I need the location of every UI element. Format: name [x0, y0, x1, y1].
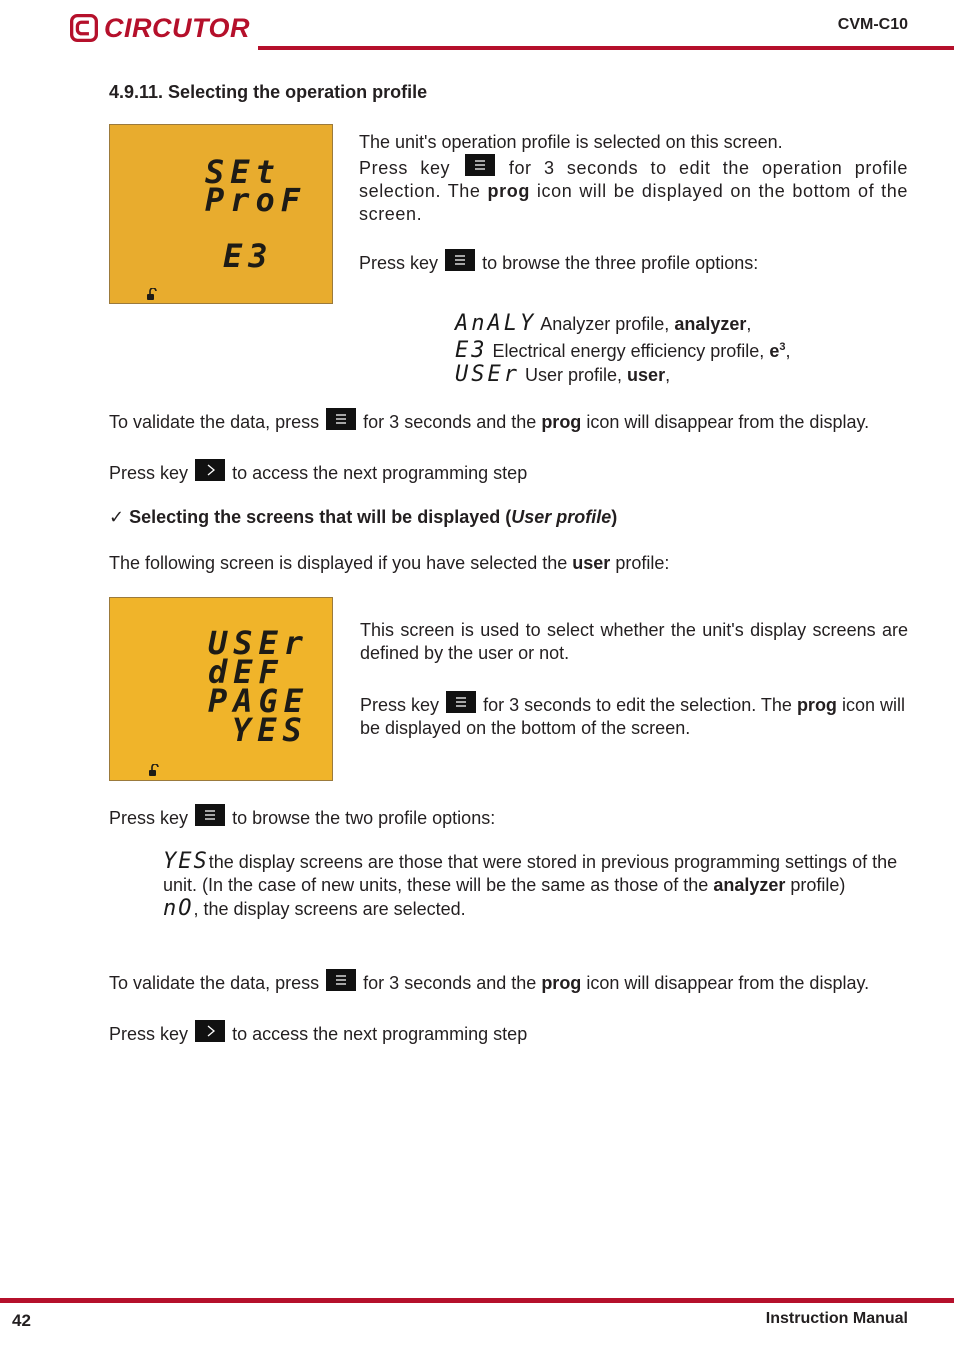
text-press-key: Press key: [360, 695, 440, 715]
option-user: [455, 363, 915, 387]
screen2-paragraph-2: [360, 691, 908, 740]
subsection-text: Selecting the screens that will be displayed (: [129, 507, 512, 527]
lcd-display-profile: [109, 124, 333, 304]
code-analy: AnALY: [455, 311, 537, 336]
lcd-line-4: YES: [232, 711, 308, 749]
text-next-step: to access the next programming step: [232, 463, 528, 483]
unlock-icon: [146, 288, 158, 301]
following-paragraph: [109, 552, 669, 575]
text-browse-options: to browse the three profile options:: [482, 253, 759, 273]
screen2-paragraph-1: This screen is used to select whether the unit's display screens are defined by the user or not.: [360, 620, 908, 663]
code-user: USEr: [455, 362, 520, 387]
option-e3: [455, 336, 915, 363]
text-seconds: for 3 seconds and the: [363, 412, 537, 432]
validate-paragraph-1: [109, 408, 869, 434]
lcd-line-2: dEF: [208, 653, 284, 691]
menu-key-icon: [195, 804, 225, 826]
profile-options: [455, 312, 915, 387]
unlock-icon: [148, 764, 160, 777]
option-sup: 3: [779, 341, 786, 353]
text-disappear: icon will disappear from the display.: [586, 412, 870, 432]
option-yes: [163, 850, 903, 897]
intro-paragraph-1: The unit's operation profile is selected on this screen.: [359, 132, 783, 152]
text-prog: prog: [541, 973, 582, 993]
text-validate: To validate the data, press: [109, 412, 320, 432]
text-press-key: Press key: [359, 253, 439, 273]
text-browse-two: to browse the two profile options:: [232, 808, 496, 828]
screen2-text: [360, 619, 908, 740]
subsection-close: ): [611, 507, 618, 527]
option-no-text: , the display screens are selected.: [193, 899, 466, 919]
model-name: CVM-C10: [837, 16, 908, 33]
text-analyzer: analyzer: [713, 875, 786, 895]
text-following: The following screen is displayed if you have selected the: [109, 553, 568, 573]
option-no: [163, 897, 903, 921]
option-analyzer: [455, 312, 915, 336]
code-e3: E3: [455, 338, 488, 363]
section-title: 4.9.11. Selecting the operation profile: [109, 82, 428, 102]
circutor-logo-icon: [70, 11, 98, 45]
code-yes: YES: [163, 849, 209, 874]
text-disappear: icon will disappear from the display.: [586, 973, 870, 993]
next-step-paragraph-2: [109, 1020, 527, 1046]
text-prog: prog: [487, 181, 530, 201]
text-press-key: Press key: [109, 1024, 189, 1044]
lcd-line-3: PAGE: [208, 682, 310, 720]
menu-key-icon: [445, 249, 475, 271]
text-validate: To validate the data, press: [109, 973, 320, 993]
lcd-line-1: SEt: [205, 153, 281, 191]
text-prog: prog: [541, 412, 582, 432]
text-profile: profile:: [615, 553, 670, 573]
intro-paragraph-2: [359, 154, 908, 226]
lcd-display-user-def-page: [109, 597, 333, 781]
text-user: user: [572, 553, 611, 573]
option-text: User profile,: [525, 365, 623, 385]
text-icon-displayed: icon will be displayed on the bottom of the screen.: [359, 181, 909, 224]
text-icon-displayed: icon will be displayed on the bottom of the screen.: [360, 695, 905, 738]
lcd-line-2: ProF: [205, 181, 307, 219]
subsection-heading: [109, 506, 617, 529]
text-press-key: Press key: [359, 158, 451, 178]
option-yes-text: the display screens are those that were stored in previous programming settings of the unit. (In the case of new units, these will be the same as those of the: [163, 852, 898, 895]
circutor-logo: [70, 10, 250, 46]
intro-paragraph-3: [359, 249, 908, 275]
text-prog: prog: [796, 695, 837, 715]
text-seconds: for 3 seconds and the: [363, 973, 537, 993]
next-step-paragraph-1: [109, 459, 527, 485]
option-bold: user: [627, 365, 666, 385]
option-yes-after: profile): [790, 875, 846, 895]
page-number: 42: [12, 1311, 31, 1330]
text-next-step: to access the next programming step: [232, 1024, 528, 1044]
text-edit-selection: for 3 seconds to edit the selection. The: [483, 695, 792, 715]
lcd-line-3: E3: [223, 237, 274, 275]
text-edit-profile: for 3 seconds to edit the operation profile selection. The: [359, 158, 908, 201]
next-key-icon: [195, 459, 225, 481]
yes-no-options: [163, 850, 903, 921]
menu-key-icon: [465, 154, 495, 176]
lcd-line-1: USEr: [208, 624, 310, 662]
header-rule: [258, 46, 954, 50]
checkmark-icon: ✓: [109, 507, 125, 527]
option-after: ,: [746, 314, 752, 334]
option-text: Analyzer profile,: [540, 314, 670, 334]
manual-title: Instruction Manual: [765, 1310, 908, 1327]
browse-paragraph-2: [109, 804, 495, 830]
option-bold: e: [769, 341, 780, 361]
brand-name: CIRCUTOR: [103, 12, 250, 43]
next-key-icon: [195, 1020, 225, 1042]
option-bold: analyzer: [674, 314, 747, 334]
text-press-key: Press key: [109, 808, 189, 828]
menu-key-icon: [446, 691, 476, 713]
option-after: ,: [785, 341, 791, 361]
subsection-italic: User profile: [511, 507, 612, 527]
option-after: ,: [665, 365, 671, 385]
code-no: nO: [163, 896, 194, 921]
menu-key-icon: [326, 408, 356, 430]
footer-rule: [0, 1298, 954, 1303]
validate-paragraph-2: [109, 969, 869, 995]
option-text: Electrical energy efficiency profile,: [492, 341, 765, 361]
intro-text: [359, 131, 908, 275]
menu-key-icon: [326, 969, 356, 991]
text-press-key: Press key: [109, 463, 189, 483]
